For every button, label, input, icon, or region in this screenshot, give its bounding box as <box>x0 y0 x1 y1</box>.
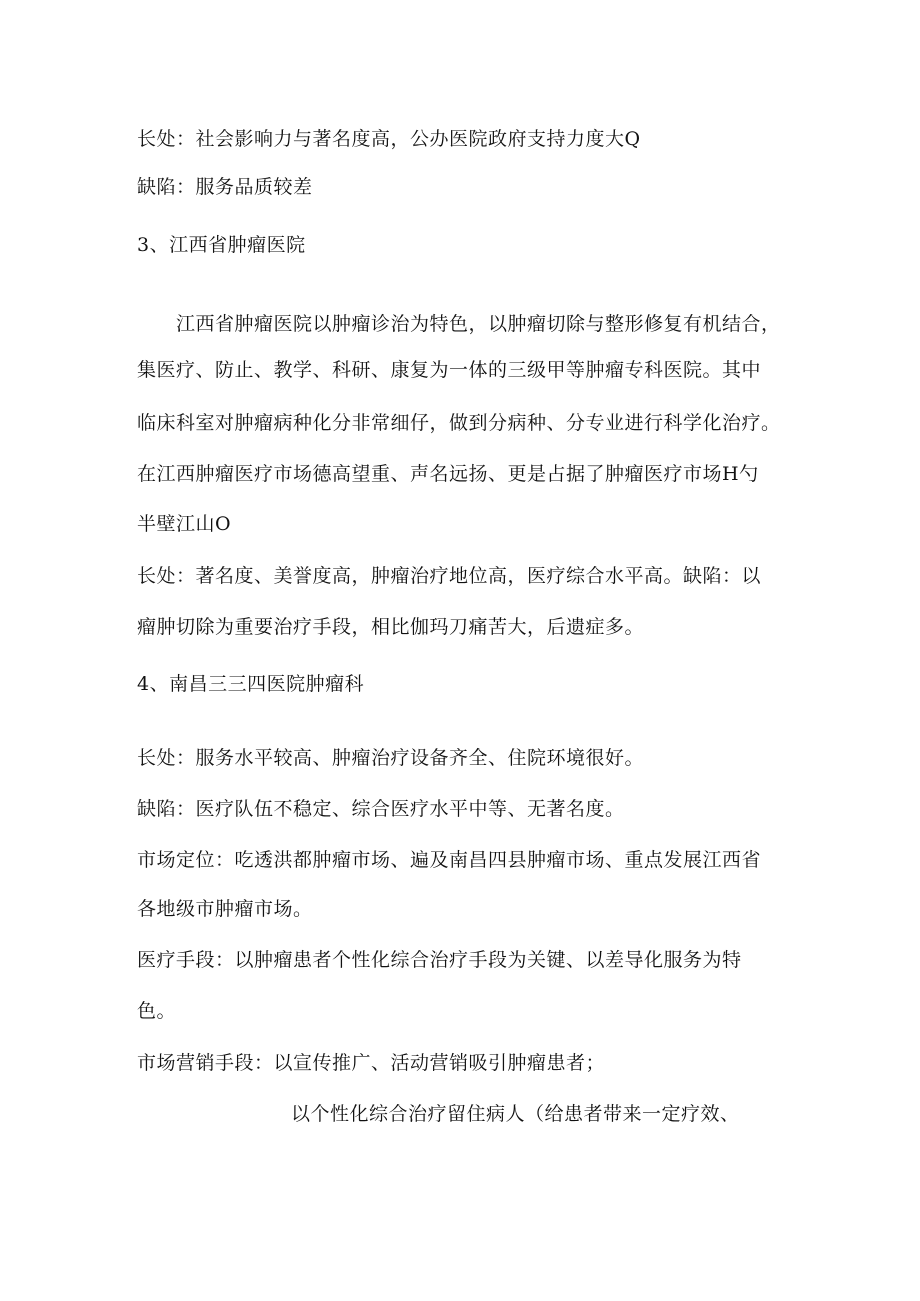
paragraph-line-17: 色。 <box>137 1000 177 1022</box>
paragraph-line-7: 在江西肿瘤医疗市场德高望重、声名远扬、更是占据了肿瘤医疗市场H勺 <box>137 463 759 485</box>
paragraph-line-1: 长处：社会影响力与著名度高，公办医院政府支持力度大Q <box>137 128 641 150</box>
paragraph-line-9: 长处：著名度、美誉度高，肿瘤治疗地位高，医疗综合水平高。缺陷：以 <box>137 565 762 587</box>
paragraph-line-8: 半壁江山O <box>137 513 232 535</box>
paragraph-line-18: 市场营销手段：以宣传推广、活动营销吸引肿瘤患者； <box>137 1052 606 1074</box>
paragraph-line-12: 长处：服务水平较高、肿瘤治疗设备齐全、住院环境很好。 <box>137 747 645 769</box>
paragraph-line-14: 市场定位：吃透洪都肿瘤市场、遍及南昌四县肿瘤市场、重点发展江西省 <box>137 849 762 871</box>
paragraph-line-15: 各地级市肿瘤市场。 <box>137 898 313 920</box>
paragraph-line-19: 以个性化综合治疗留住病人（给患者带来一定疗效、 <box>291 1103 740 1125</box>
paragraph-line-13: 缺陷：医疗队伍不稳定、综合医疗水平中等、无著名度。 <box>137 798 625 820</box>
section-heading-3: 3、江西省肿瘤医院 <box>137 234 306 256</box>
paragraph-line-16: 医疗手段：以肿瘤患者个性化综合治疗手段为关键、以差导化服务为特 <box>137 949 742 971</box>
paragraph-line-2: 缺陷：服务品质较差 <box>137 176 313 198</box>
paragraph-line-4: 江西省肿瘤医院以肿瘤诊治为特色，以肿瘤切除与整形修复有机结合， <box>176 313 781 335</box>
paragraph-line-10: 瘤肿切除为重要治疗手段，相比伽玛刀痛苦大，后遗症多。 <box>137 616 645 638</box>
section-heading-4: 4、南昌三三四医院肿瘤科 <box>137 673 365 695</box>
paragraph-line-5: 集医疗、防止、教学、科研、康复为一体的三级甲等肿瘤专科医院。其中 <box>137 359 762 381</box>
paragraph-line-6: 临床科室对肿瘤病种化分非常细仔，做到分病种、分专业进行科学化治疗。 <box>137 412 781 434</box>
